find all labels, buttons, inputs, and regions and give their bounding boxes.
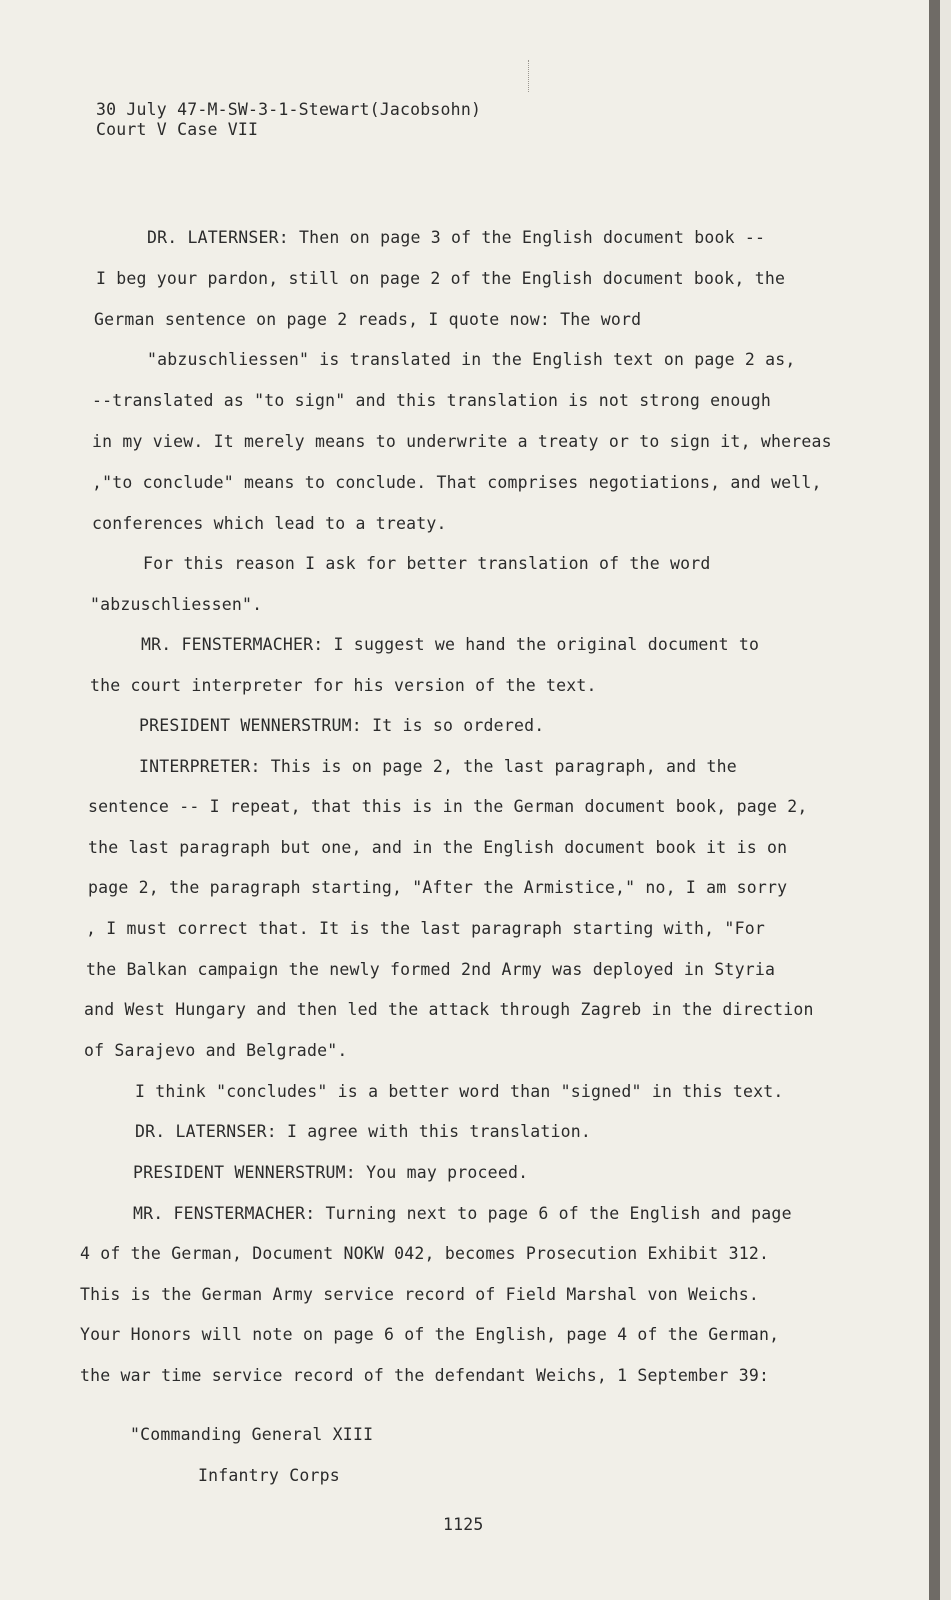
body-line-14: INTERPRETER: This is on page 2, the last paragraph, and the <box>139 757 737 776</box>
body-line-19: the Balkan campaign the newly formed 2nd Army was deployed in Styria <box>86 960 776 979</box>
header-line-1: 30 July 47-M-SW-3-1-Stewart(Jacobsohn) <box>96 100 482 119</box>
body-line-23: DR. LATERNSER: I agree with this translation. <box>135 1122 592 1141</box>
margin-mark <box>528 60 531 92</box>
body-line-8: conferences which lead to a treaty. <box>92 514 447 533</box>
body-line-21: of Sarajevo and Belgrade". <box>84 1041 348 1060</box>
body-line-27: This is the German Army service record of Field Marshal von Weichs. <box>80 1285 759 1304</box>
header-line-2: Court V Case VII <box>96 120 259 139</box>
body-line-3: German sentence on page 2 reads, I quote now: The word <box>94 310 642 329</box>
body-line-18: , I must correct that. It is the last paragraph starting with, "For <box>86 919 765 938</box>
body-line-10: "abzuschliessen". <box>90 595 263 614</box>
body-line-12: the court interpreter for his version of the text. <box>90 676 597 695</box>
body-line-9: For this reason I ask for better translation of the word <box>143 554 711 573</box>
body-line-13: PRESIDENT WENNERSTRUM: It is so ordered. <box>139 716 545 735</box>
body-line-11: MR. FENSTERMACHER: I suggest we hand the original document to <box>141 635 760 654</box>
body-line-17: page 2, the paragraph starting, "After the Armistice," no, I am sorry <box>88 878 788 897</box>
body-line-25: MR. FENSTERMACHER: Turning next to page 6 of the English and page <box>133 1204 792 1223</box>
body-line-28: Your Honors will note on page 6 of the English, page 4 of the German, <box>80 1325 780 1344</box>
body-line-7: ,"to conclude" means to conclude. That comprises negotiations, and well, <box>92 473 822 492</box>
page-number: 1125 <box>443 1515 484 1534</box>
body-line-4: "abzuschliessen" is translated in the English text on page 2 as, <box>147 350 796 369</box>
body-line-30: "Commanding General XIII <box>130 1425 374 1444</box>
body-line-5: --translated as "to sign" and this translation is not strong enough <box>92 391 771 410</box>
body-line-26: 4 of the German, Document NOKW 042, becomes Prosecution Exhibit 312. <box>80 1244 770 1263</box>
body-line-6: in my view. It merely means to underwrite a treaty or to sign it, whereas <box>92 432 832 451</box>
body-line-15: sentence -- I repeat, that this is in the German document book, page 2, <box>88 797 808 816</box>
page-edge <box>929 0 940 1600</box>
body-line-31: Infantry Corps <box>198 1466 340 1485</box>
body-line-22: I think "concludes" is a better word than "signed" in this text. <box>135 1082 784 1101</box>
body-line-16: the last paragraph but one, and in the English document book it is on <box>88 838 788 857</box>
body-line-20: and West Hungary and then led the attack through Zagreb in the direction <box>84 1000 814 1019</box>
body-line-29: the war time service record of the defendant Weichs, 1 September 39: <box>80 1366 770 1385</box>
body-line-2: I beg your pardon, still on page 2 of the English document book, the <box>96 269 786 288</box>
body-line-1: DR. LATERNSER: Then on page 3 of the English document book -- <box>147 228 766 247</box>
body-line-24: PRESIDENT WENNERSTRUM: You may proceed. <box>133 1163 529 1182</box>
